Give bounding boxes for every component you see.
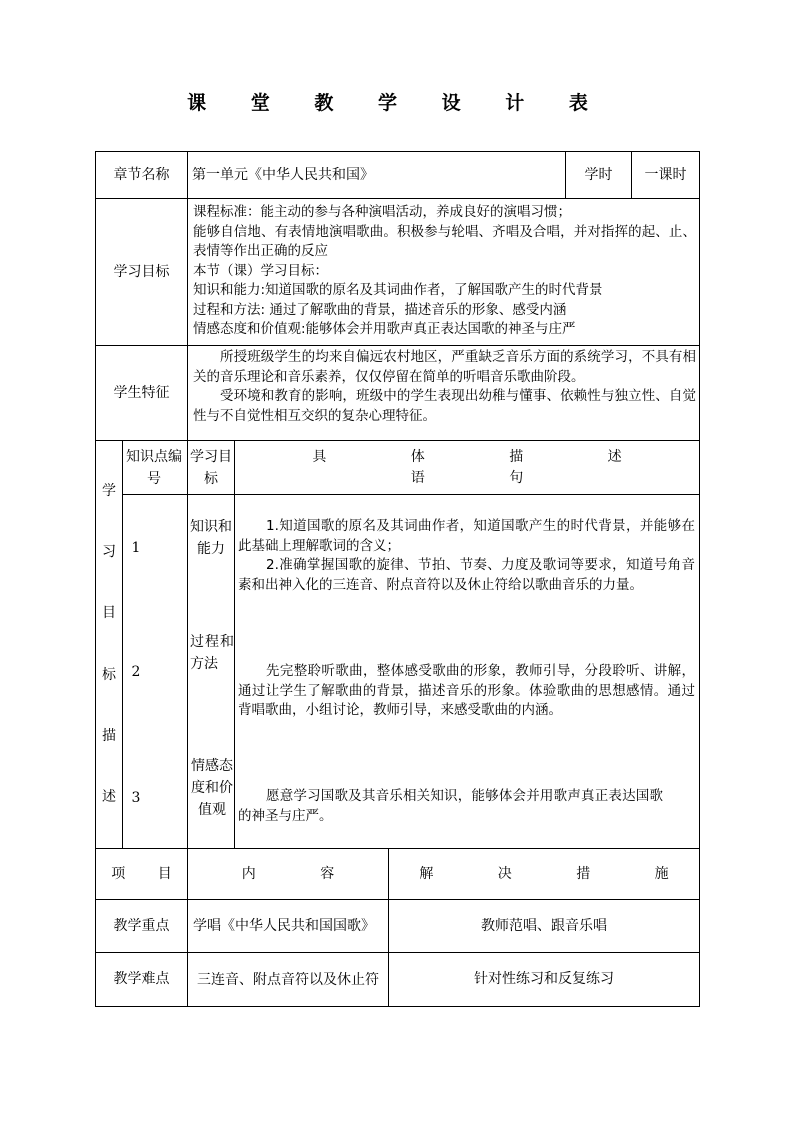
side-char: 描 [102, 727, 116, 744]
row-desc [238, 662, 695, 721]
rule [187, 440, 188, 848]
hours-value: 一课时 [644, 166, 687, 183]
col-goal-header: 学习目标 [190, 449, 232, 487]
objectives-line: 本节（课）学习目标： [193, 262, 328, 279]
rule [122, 494, 699, 495]
col-measure-header: 解 决 措 施 [419, 865, 699, 882]
col-desc-header: 具 体 描 述 语 句 [312, 448, 662, 486]
side-char: 标 [102, 666, 116, 683]
row-goal: 过程和方法 [190, 634, 234, 672]
row-desc-item: 愿意学习国歌及其音乐相关知识，能够体会并用歌声真正表达国歌的神圣与庄严。 [238, 788, 663, 824]
objectives-line: 过程和方法: 通过了解歌曲的背景，描述音乐的形象、感受内涵 [193, 301, 567, 318]
objectives-line: 能够自信地、有表情地演唱歌曲。积极参与轮唱、齐唱及合唱，并对指挥的起、止、表情等作出正确的反应 [193, 223, 696, 259]
objectives-label: 学习目标 [113, 263, 170, 280]
row-number: 2 [131, 663, 141, 680]
side-char: 目 [102, 605, 116, 622]
chapter-value: 第一单元《中华人民共和国》 [192, 166, 374, 183]
page-title: 课 堂 教 学 设 计 表 [187, 92, 607, 114]
row-goal: 情感态度和价值观 [191, 758, 233, 818]
row-desc-item: 先完整聆听歌曲，整体感受歌曲的形象，教师引导，分段聆听、讲解，通过让学生了解歌曲的背景，描述音乐的形象。体验歌曲的思想感情。通过背唱歌曲，小组讨论，教师引导，来感受歌曲的内涵。 [238, 663, 695, 718]
focus-content: 三连音、附点音符以及休止符 [197, 971, 379, 988]
rule [234, 440, 235, 848]
focus-measure: 针对性练习和反复练习 [474, 971, 614, 987]
detail-side-label [96, 441, 122, 848]
row-goal: 知识和能力 [190, 519, 232, 557]
row-desc-item: 1.知道国歌的原名及其词曲作者，知道国歌产生的时代背景，并能够在此基础上理解歌词的含义； [238, 518, 695, 554]
rule [122, 440, 123, 848]
row-desc [238, 787, 663, 826]
col-item-header: 项 目 [111, 865, 186, 882]
row-desc [238, 517, 695, 595]
side-char: 学 [102, 483, 116, 499]
students-label: 学生特征 [113, 384, 170, 401]
objectives-line: 课程标准：能主动的参与各种演唱活动，养成良好的演唱习惯； [193, 204, 571, 220]
focus-item: 教学难点 [113, 971, 170, 987]
focus-measure: 教师范唱、跟音乐唱 [481, 917, 607, 934]
col-content-header: 内 容 [241, 865, 365, 882]
objectives-text [193, 203, 696, 340]
objectives-line: 情感态度和价值观:能够体会并用歌声真正表达国歌的神圣与庄严 [193, 321, 576, 337]
row-number: 1 [131, 539, 141, 556]
focus-content: 学唱《中华人民共和国国歌》 [193, 918, 375, 934]
students-paragraph: 所授班级学生的均来自偏远农村地区，严重缺乏音乐方面的系统学习，不具有相关的音乐理论和音乐素养，仅仅停留在简单的听唱音乐歌曲阶段。 [193, 349, 696, 385]
students-text [193, 348, 696, 426]
students-paragraph: 受环境和教育的影响，班级中的学生表现出幼稚与懂事、依赖性与独立性、自觉性与不自觉性相互交织的复杂心理特征。 [193, 388, 696, 424]
chapter-label: 章节名称 [113, 166, 170, 183]
row-number: 3 [131, 789, 141, 806]
side-char: 述 [102, 788, 116, 805]
focus-item: 教学重点 [113, 917, 170, 934]
hours-label: 学时 [584, 166, 613, 183]
side-char: 习 [102, 544, 116, 561]
objectives-line: 知识和能力:知道国歌的原名及其词曲作者，了解国歌产生的时代背景 [193, 282, 603, 298]
row-desc-item: 2.准确掌握国歌的旋律、节拍、节奏、力度及歌词等要求，知道号角音素和出神入化的三连音、附点音符以及休止符给以歌曲音乐的力量。 [238, 557, 695, 593]
rule [187, 152, 188, 440]
lesson-design-table [95, 151, 700, 1007]
col-number-header: 知识点编 号 [126, 449, 182, 487]
